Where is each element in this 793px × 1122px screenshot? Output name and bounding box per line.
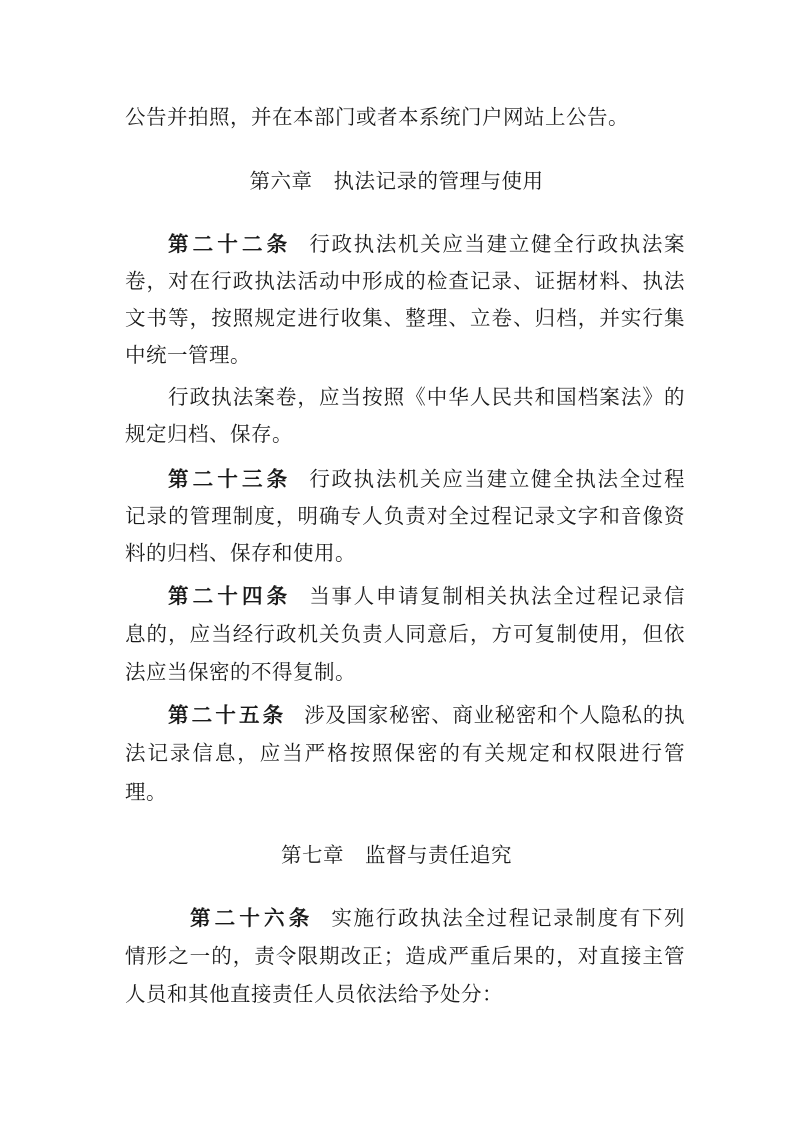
article-23-label: 第二十三条	[168, 467, 292, 491]
chapter-6-heading: 第六章 执法记录的管理与使用	[249, 169, 544, 193]
article-23-line-2: 记录的管理制度，明确专人负责对全过程记录文字和音像资	[125, 504, 685, 528]
article-24-line-3: 法应当保密的不得复制。	[125, 660, 356, 684]
article-22-label: 第二十二条	[168, 232, 292, 256]
article-25-text: 涉及国家秘密、商业秘密和个人隐私的执	[304, 703, 686, 727]
article-23-line-1	[168, 463, 685, 495]
article-24-text: 当事人申请复制相关执法全过程记录信	[309, 584, 686, 608]
article-22-line-3: 文书等，按照规定进行收集、整理、立卷、归档，并实行集	[125, 306, 685, 330]
article-22-line-1	[168, 228, 685, 260]
article-26-line-3: 人员和其他直接责任人员依法给予处分：	[125, 982, 503, 1006]
article-26-text: 实施行政执法全过程记录制度有下列	[331, 906, 685, 930]
article-26-label: 第二十六条	[190, 906, 314, 930]
chapter-7-heading: 第七章 监督与责任追究	[281, 843, 512, 867]
article-22-line-4: 中统一管理。	[125, 343, 251, 367]
article-23-line-3: 料的归档、保存和使用。	[125, 541, 356, 565]
article-22-text: 行政执法机关应当建立健全行政执法案	[309, 232, 686, 256]
paragraph-line: 公告并拍照，并在本部门或者本系统门户网站上公告。	[125, 105, 629, 129]
article-25-line-2: 法记录信息，应当严格按照保密的有关规定和权限进行管	[125, 741, 685, 765]
article-22-line-2: 卷，对在行政执法活动中形成的检查记录、证据材料、执法	[125, 269, 685, 293]
article-26-line-1	[190, 902, 685, 934]
article-24-line-2: 息的，应当经行政机关负责人同意后，方可复制使用，但依	[125, 622, 685, 646]
article-25-line-1	[168, 699, 685, 731]
article-23-text: 行政执法机关应当建立健全执法全过程	[309, 467, 686, 491]
article-24-line-1	[168, 580, 685, 612]
article-25-label: 第二十五条	[168, 703, 287, 727]
article-22-para2-line-2: 规定归档、保存。	[125, 422, 293, 446]
article-22-para2-line-1: 行政执法案卷，应当按照《中华人民共和国档案法》的	[168, 385, 685, 409]
article-25-line-3: 理。	[125, 780, 167, 804]
article-26-line-2: 情形之一的，责令限期改正；造成严重后果的，对直接主管	[125, 944, 685, 968]
article-24-label: 第二十四条	[168, 584, 292, 608]
